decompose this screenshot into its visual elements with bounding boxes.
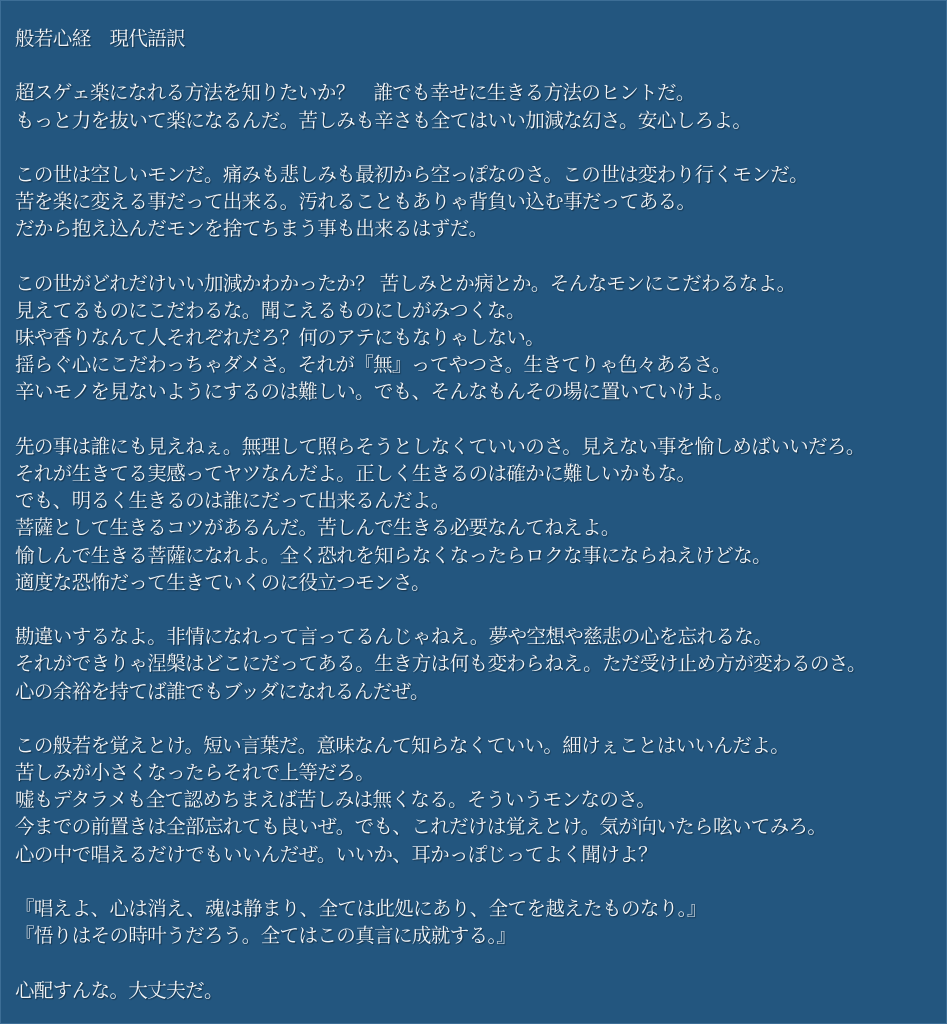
text-line: 『悟りはその時叶うだろう。全てはこの真言に成就する。』 [15,924,516,948]
text-line: 今までの前置きは全部忘れても良いぜ。でも、これだけは覚えとけ。気が向いたら呟いてみろ。 [15,815,827,839]
paragraph-6 [15,732,946,868]
text-line: それができりゃ涅槃はどこにだってある。生き方は何も変わらねえ。ただ受け止め方が変わるのさ。 [15,652,866,676]
text-line: それが生きてる実感ってヤツなんだよ。正しく生きるのは確かに難しいかもな。 [15,462,696,485]
spacer [15,868,946,895]
text-line: 苦を楽に変える事だって出来る。汚れることもありゃ背負い込む事だってある。 [15,190,696,214]
text-line: 嘘もデタラメも全て認めちまえば苦しみは無くなる。そういうモンなのさ。 [15,788,656,812]
text-line: でも、明るく生きるのは誰にだって出来るんだよ。 [15,489,450,513]
text-line: この般若を覚えとけ。短い言葉だ。意味なんて知らなくていい。細けぇことはいいんだよ。 [15,733,790,757]
text-line: 辛いモノを見ないようにするのは難しい。でも、そんなもんその場に置いていけよ。 [15,380,734,404]
paragraph-3 [15,270,946,406]
text-line: 心配すんな。大丈夫だ。 [15,978,223,1002]
text-line: 揺らぐ心にこだわっちゃダメさ。それが『無』ってやつさ。生きてりゃ色々あるさ。 [15,353,731,377]
text-line: 心の余裕を持てば誰でもブッダになれるんだぜ。 [15,679,429,703]
text-line: 心の中で唱えるだけでもいいんだぜ。いいか、耳かっぽじってよく聞けよ？ [15,842,658,866]
paragraph-5 [15,623,946,705]
spacer [15,243,946,270]
paragraph-mantra [15,895,946,949]
text-line: 先の事は誰にも見えねぇ。無理して照らそうとしなくていいのさ。見えない事を愉しめばいいだろ。 [15,434,865,458]
text-line: だから抱え込んだモンを捨てちまう事も出来るはずだ。 [15,217,488,241]
paragraph-closing [15,977,946,1004]
spacer [15,705,946,732]
spacer [15,596,946,623]
text-line: 菩薩として生きるコツがあるんだ。苦しんで生きる必要なんてねえよ。 [15,516,620,540]
spacer [15,134,946,161]
text-line: 苦しみが小さくなったらそれで上等だろ。 [15,761,375,785]
spacer [15,949,946,976]
text-line: 勘違いするなよ。非情になれって言ってるんじゃねえ。夢や空想や慈悲の心を忘れるな。 [15,625,773,649]
text-line: 愉しんで生きる菩薩になれよ。全く恐れを知らなくなったらロクな事にならねえけどな。 [15,543,772,567]
document-title: 般若心経 現代語訳 [15,27,186,50]
spacer [15,52,946,79]
text-line: 『唱えよ、心は消え、魂は静まり、全ては此処にあり、全てを越えたものなり。』 [15,897,706,920]
text-line: 見えてるものにこだわるな。聞こえるものにしがみつくな。 [15,298,525,322]
text-line: 味や香りなんて人それぞれだろ？何のアテにもなりゃしない。 [15,326,545,350]
paragraph-1 [15,79,946,133]
paragraph-2 [15,161,946,243]
text-line: もっと力を抜いて楽になるんだ。苦しみも辛さも全てはいい加減な幻さ。安心しろよ。 [15,108,752,132]
paragraph-4 [15,433,946,596]
text-line: この世がどれだけいい加減かわかったか？ 苦しみとか病とか。そんなモンにこだわるなよ。 [15,271,796,295]
spacer [15,406,946,433]
text-line: この世は空しいモンだ。痛みも悲しみも最初から空っぽなのさ。この世は変わり行くモンだ。 [15,162,809,186]
text-line: 適度な恐怖だって生きていくのに役立つモンさ。 [15,570,431,594]
text-line: 超スゲェ楽になれる方法を知りたいか？ 誰でも幸せに生きる方法のヒントだ。 [15,81,695,105]
